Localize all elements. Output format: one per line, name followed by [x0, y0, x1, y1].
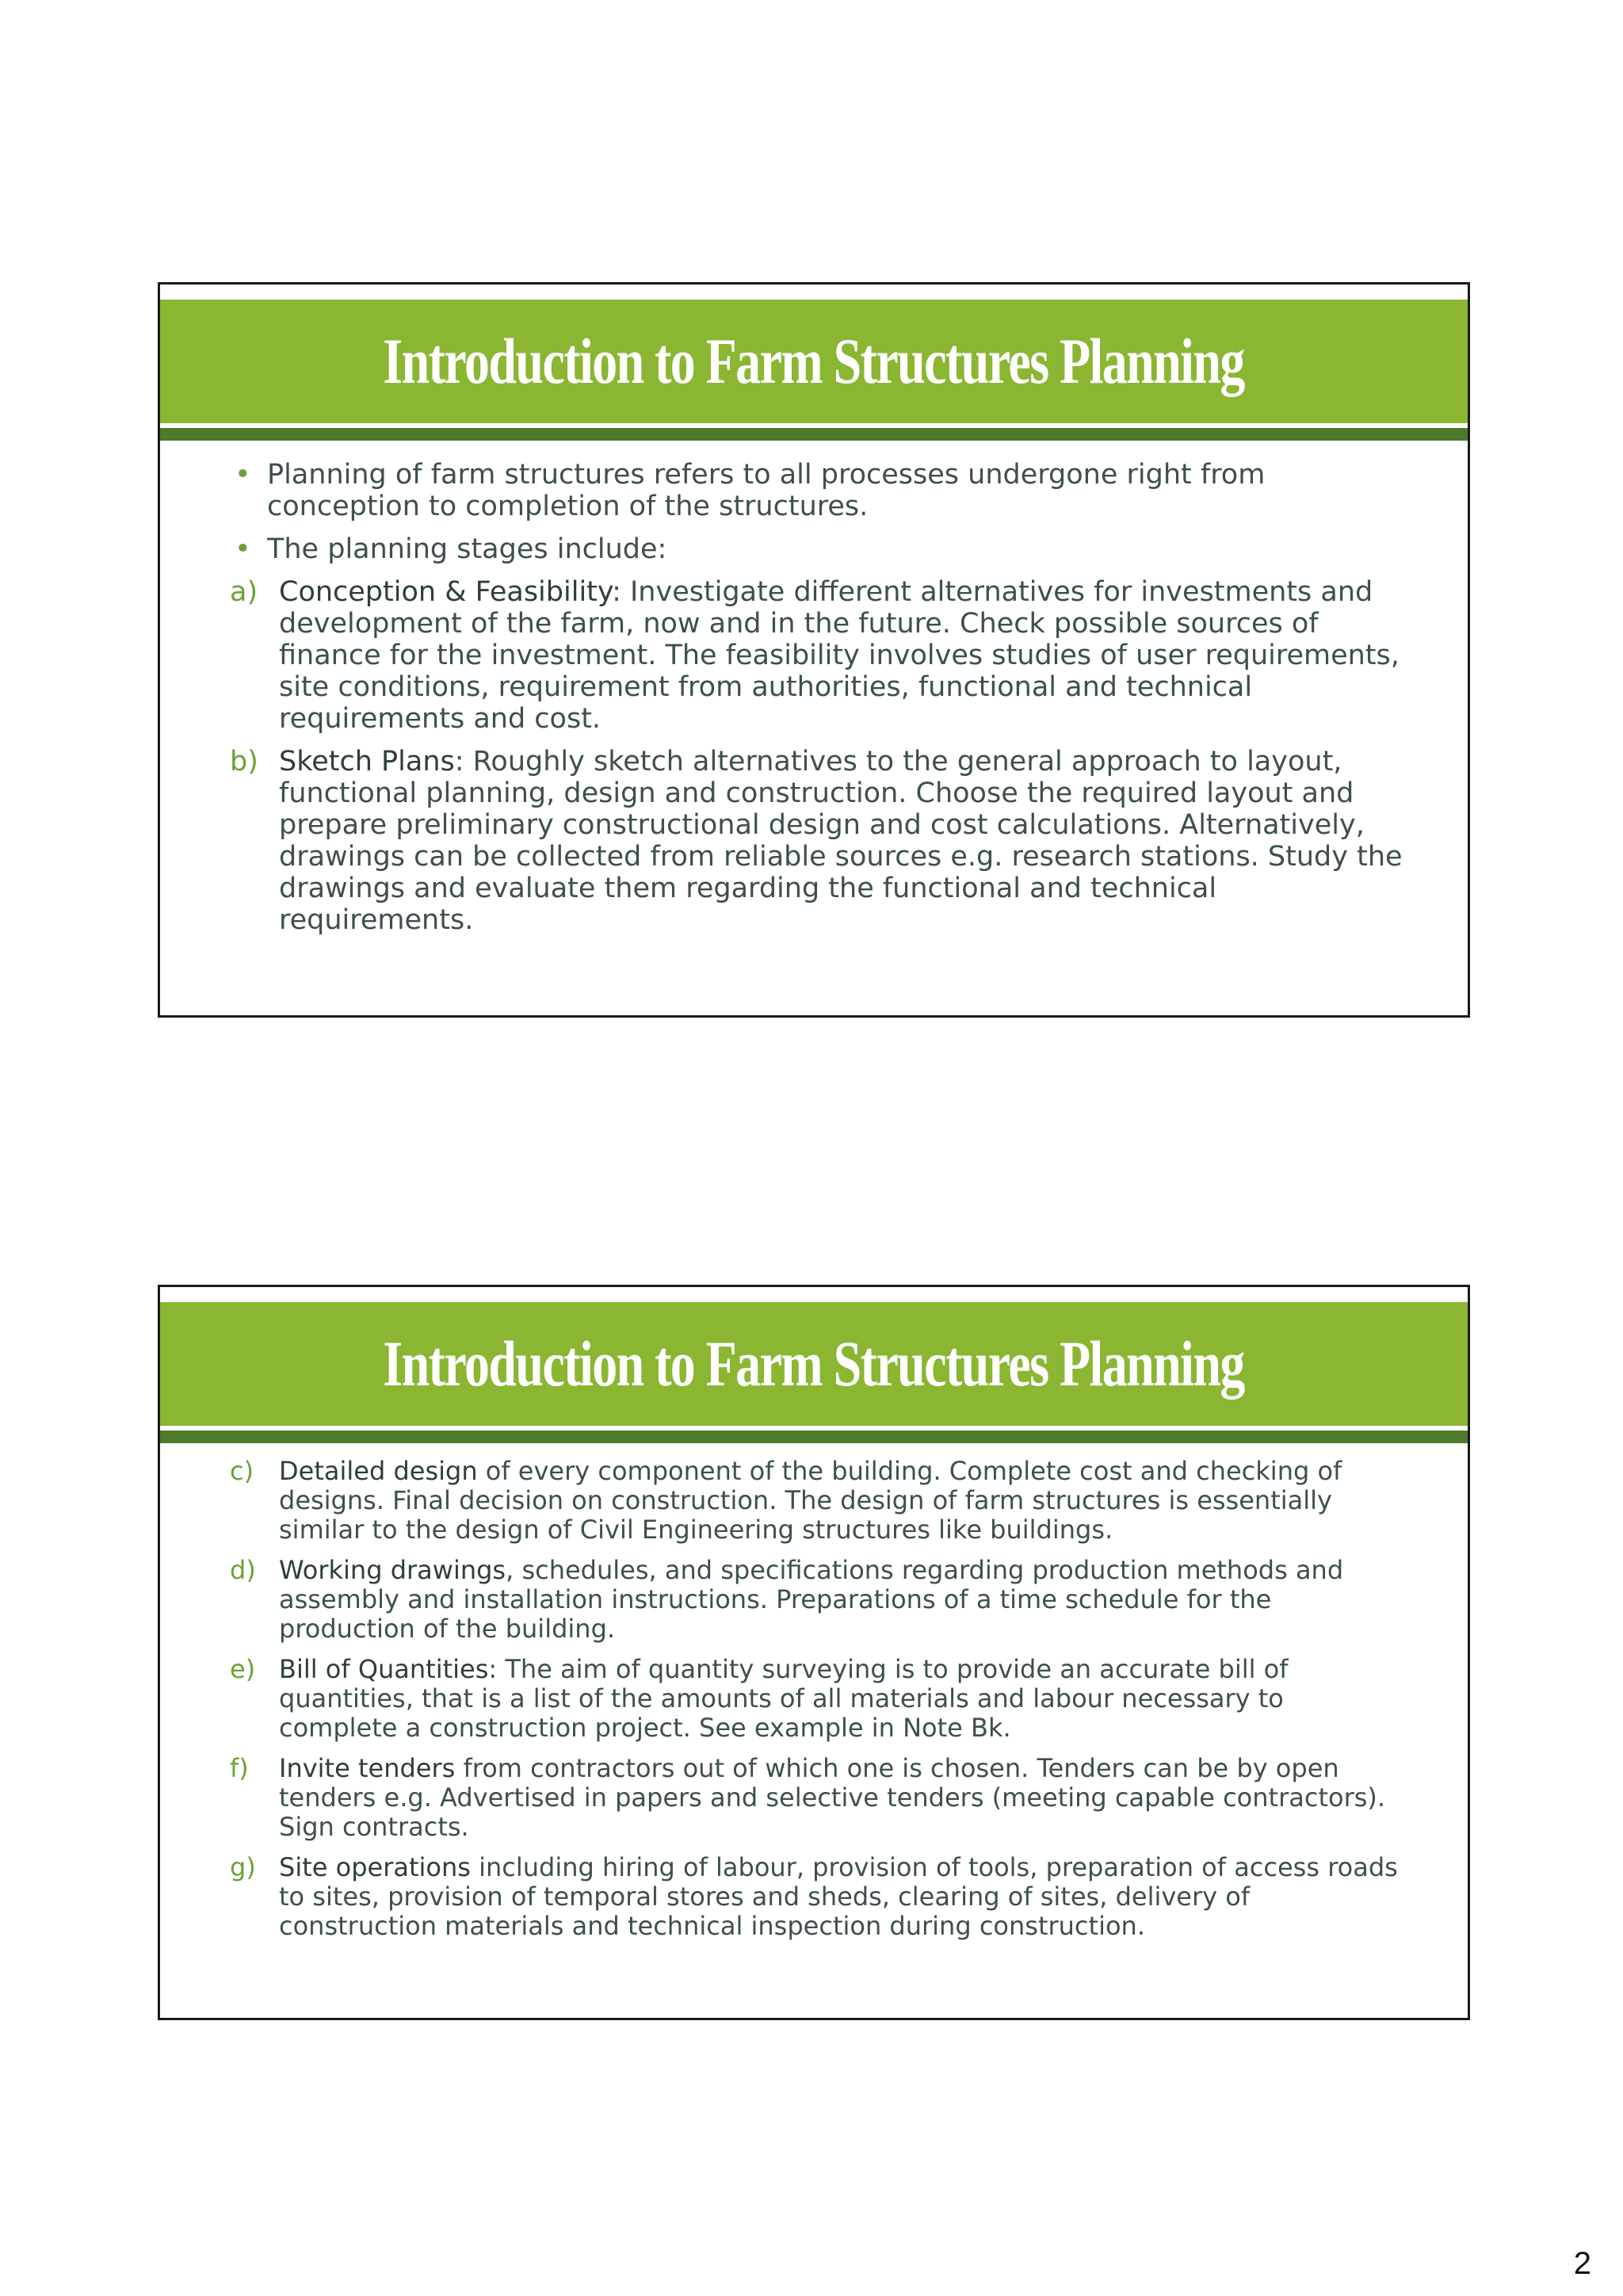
item-text: including hiring of labour, provision of tools, preparation of access roads to sites, provision of temporal stores and sheds, clearing of sites, delivery of construction materials and technical inspection during construction. — [279, 1852, 1398, 1941]
slide-content — [230, 459, 1404, 947]
slide-title: Introduction to Farm Structures Planning — [383, 325, 1245, 397]
list-item — [230, 1853, 1404, 1941]
slide-1 — [158, 282, 1470, 1018]
slide-title-band — [160, 300, 1468, 423]
title-divider — [160, 428, 1468, 441]
item-term: Invite tenders — [279, 1753, 456, 1783]
item-marker: d) — [230, 1555, 256, 1585]
item-separator: : — [612, 576, 621, 608]
item-term: Detailed design — [279, 1456, 478, 1486]
item-text: of every component of the building. Complete cost and checking of designs. Final decision on construction. The design of farm structures is essentially similar to the design of Civil Engineering structures like buildings. — [279, 1456, 1342, 1545]
list-item — [230, 459, 1404, 522]
item-marker: g) — [230, 1852, 256, 1882]
page-number: 2 — [1573, 2246, 1591, 2281]
item-text: , schedules, and specifications regarding production methods and assembly and installation instructions. Preparations of a time schedule for the production of the building. — [279, 1555, 1344, 1644]
list-item — [230, 576, 1404, 735]
bullet-marker: • — [235, 459, 251, 491]
slide-content — [230, 1457, 1404, 1952]
list-item — [230, 533, 1404, 565]
item-marker: e) — [230, 1654, 256, 1684]
item-text: Investigate different alternatives for investments and development of the farm, now and in the future. Check possible sources of finance for the investment. The feasibility involves studies of user requirements, site conditions, requirement from authorities, functional and technical requirements and cost. — [279, 576, 1400, 735]
list-item — [230, 1457, 1404, 1545]
list-item — [230, 1556, 1404, 1644]
item-term: Working drawings — [279, 1555, 506, 1585]
item-term: Site operations — [279, 1852, 471, 1882]
item-text: The aim of quantity surveying is to provide an accurate bill of quantities, that is a list of the amounts of all materials and labour necessary to complete a construction project. See example in Note Bk. — [279, 1654, 1289, 1743]
item-text: Planning of farm structures refers to all processes undergone right from conception to completion of the structures. — [267, 459, 1266, 522]
item-text: The planning stages include: — [267, 533, 667, 565]
item-marker: a) — [230, 576, 258, 608]
item-text: from contractors out of which one is chosen. Tenders can be by open tenders e.g. Advertised in papers and selective tenders (meeting capable contractors). Sign contracts. — [279, 1753, 1386, 1842]
list-item — [230, 1754, 1404, 1842]
bullet-marker: • — [235, 533, 251, 565]
item-marker: f) — [230, 1753, 249, 1783]
item-term: Conception & Feasibility — [279, 576, 613, 608]
slide-title-band — [160, 1302, 1468, 1426]
title-divider — [160, 1431, 1468, 1443]
item-term: Bill of Quantities — [279, 1654, 489, 1684]
slide-2 — [158, 1285, 1470, 2020]
list-item — [230, 746, 1404, 936]
item-separator: : — [454, 746, 464, 777]
item-marker: c) — [230, 1456, 254, 1486]
item-term: Sketch Plans — [279, 746, 455, 777]
slide-title: Introduction to Farm Structures Planning — [383, 1328, 1245, 1400]
item-marker: b) — [230, 746, 258, 777]
item-text: Roughly sketch alternatives to the general approach to layout, functional planning, design and construction. Choose the required layout and prepare preliminary constructional design and cost calculations. Alternatively, drawings can be collected from reliable sources e.g. research stations. Study the drawings and evaluate them regarding the functional and technical requirements. — [279, 746, 1403, 936]
list-item — [230, 1655, 1404, 1743]
item-separator: : — [488, 1654, 498, 1684]
